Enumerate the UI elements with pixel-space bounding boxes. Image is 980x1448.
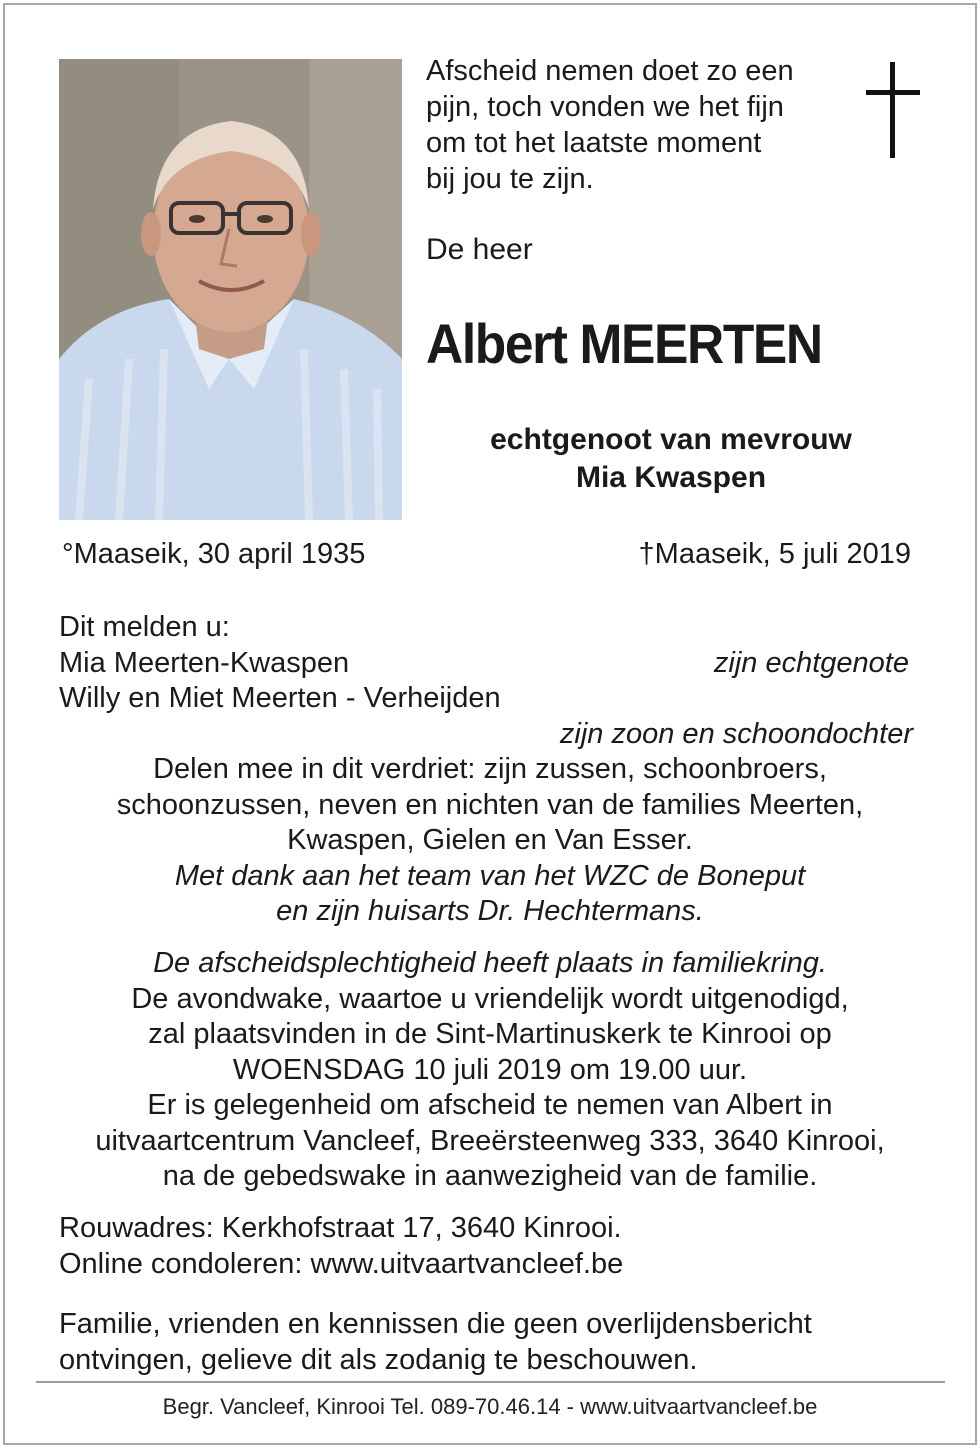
sharing-line: schoonzussen, neven en nichten van de families Meerten, xyxy=(116,788,864,821)
announcer-name: Mia Meerten-Kwaspen xyxy=(59,646,350,679)
closing-line: ontvingen, gelieve dit als zodanig te beschouwen. xyxy=(59,1343,698,1376)
funeral-home-footer: Begr. Vancleef, Kinrooi Tel. 089-70.46.14 - www.uitvaartvancleef.be xyxy=(162,1394,818,1419)
salutation: De heer xyxy=(426,233,533,266)
ceremony-line: na de gebedswake in aanwezigheid van de familie. xyxy=(162,1160,818,1192)
spouse-info xyxy=(426,421,916,497)
ceremony-line: zal plaatsvinden in de Sint-Martinuskerk te Kinrooi op xyxy=(148,1018,832,1050)
birth-date: °Maaseik, 30 april 1935 xyxy=(62,538,366,570)
farewell-poem xyxy=(426,53,846,197)
poem-line: om tot het laatste moment xyxy=(426,127,762,159)
ceremony-block xyxy=(59,946,921,1195)
announcer-role: zijn zoon en schoondochter xyxy=(559,717,913,750)
spouse-name: Mia Kwaspen xyxy=(575,461,767,494)
poem-line: bij jou te zijn. xyxy=(426,163,594,195)
announcer-name: Willy en Miet Meerten - Verheijden xyxy=(59,682,501,714)
death-date: †Maaseik, 5 juli 2019 xyxy=(638,538,911,570)
sharing-line: Delen mee in dit verdriet: zijn zussen, schoonbroers, xyxy=(153,753,827,785)
announcers-intro: Dit melden u: xyxy=(59,611,230,643)
deceased-name: Albert MEERTEN xyxy=(426,312,822,375)
thanks-line: en zijn huisarts Dr. Hechtermans. xyxy=(276,895,704,927)
announcers-block xyxy=(59,610,921,752)
poem-line: Afscheid nemen doet zo een xyxy=(426,55,794,87)
closing-line: Familie, vrienden en kennissen die geen overlijdensbericht xyxy=(59,1308,812,1340)
online-condolence: Online condoleren: www.uitvaartvancleef.be xyxy=(59,1247,624,1280)
ceremony-heading: De afscheidsplechtigheid heeft plaats in familiekring. xyxy=(153,947,827,979)
footer-divider xyxy=(36,1381,945,1383)
announcer-role: zijn echtgenote xyxy=(713,646,909,679)
poem-line: pijn, toch vonden we het fijn xyxy=(426,91,784,123)
portrait-photo xyxy=(59,59,402,520)
spouse-line: echtgenoot van mevrouw xyxy=(490,423,852,456)
thanks-line: Met dank aan het team van het WZC de Boneput xyxy=(174,859,806,892)
ceremony-line: Er is gelegenheid om afscheid te nemen van Albert in xyxy=(147,1089,833,1121)
ceremony-line: De avondwake, waartoe u vriendelijk wordt uitgenodigd, xyxy=(131,982,849,1015)
sharing-block xyxy=(59,752,921,930)
ceremony-line: WOENSDAG 10 juli 2019 om 19.00 uur. xyxy=(232,1053,748,1086)
sharing-line: Kwaspen, Gielen en Van Esser. xyxy=(287,824,693,856)
ceremony-line: uitvaartcentrum Vancleef, Breeërsteenweg 333, 3640 Kinrooi, xyxy=(95,1124,885,1157)
mourning-address: Rouwadres: Kerkhofstraat 17, 3640 Kinrooi. xyxy=(59,1212,622,1244)
closing-block xyxy=(59,1307,921,1378)
cross-icon xyxy=(864,62,922,160)
contact-block xyxy=(59,1211,921,1282)
